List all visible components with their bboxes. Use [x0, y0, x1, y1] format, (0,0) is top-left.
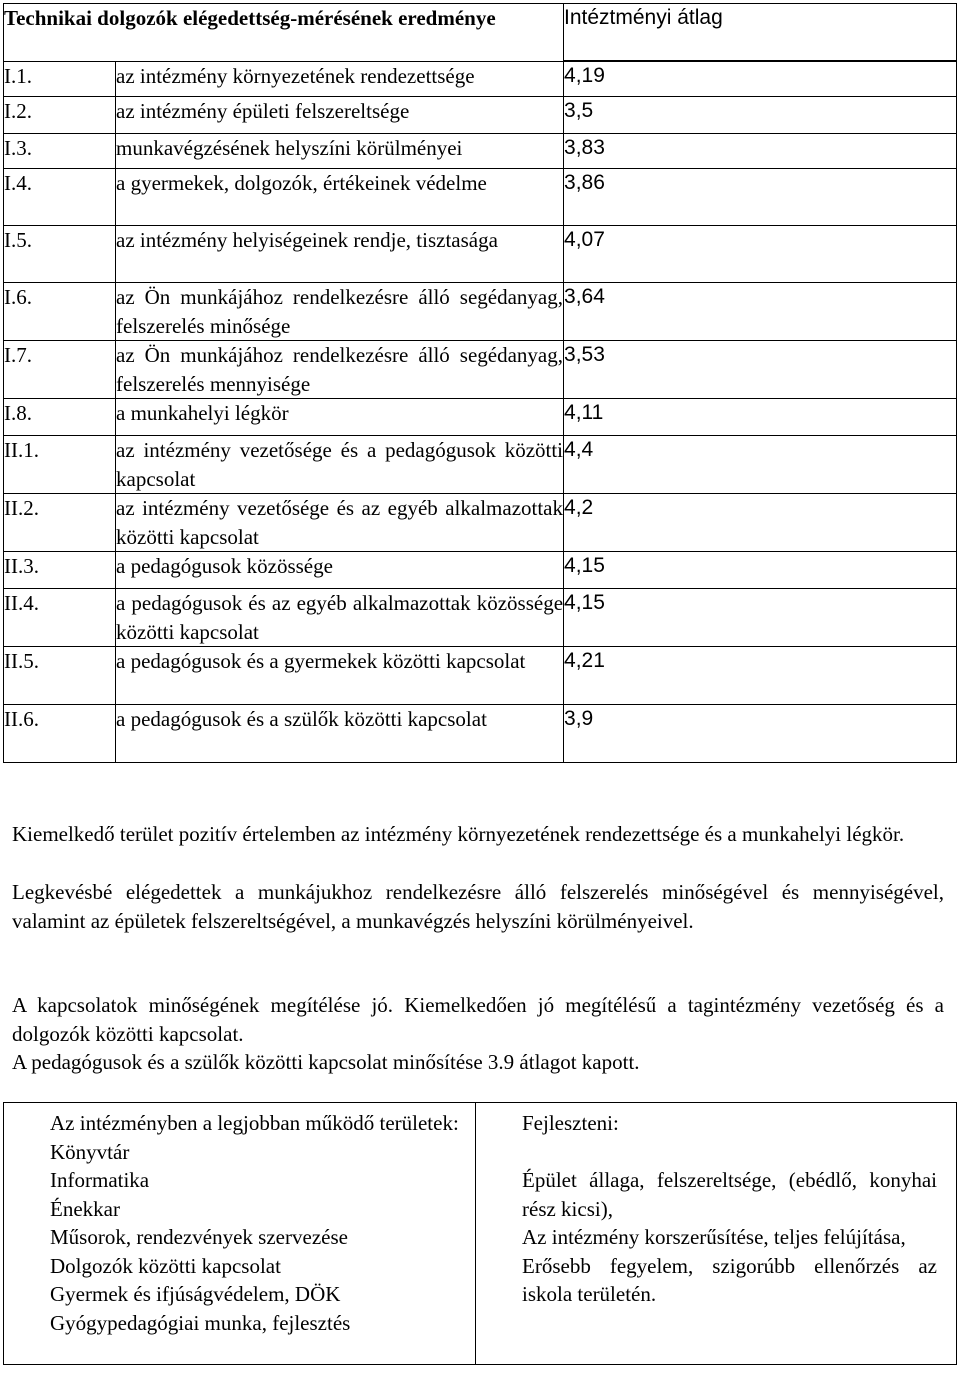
row-value: 3,86: [564, 169, 957, 226]
table-row: [4, 134, 957, 169]
row-label: a munkahelyi légkör: [116, 399, 564, 436]
best-areas-column: [4, 1103, 476, 1365]
best-area-item: Énekkar: [50, 1196, 120, 1221]
table-row: [4, 589, 957, 647]
row-value: 3,9: [564, 705, 957, 763]
paragraph-highlight: [12, 820, 944, 849]
row-value: 4,07: [564, 226, 957, 283]
row-label: az intézmény helyiségeinek rendje, tisztasága: [116, 226, 564, 283]
best-areas-list: [50, 1138, 465, 1338]
row-code: I.2.: [4, 97, 116, 134]
row-label: a pedagógusok és a gyermekek közötti kapcsolat: [116, 647, 564, 705]
row-value: 4,4: [564, 436, 957, 494]
row-code: II.1.: [4, 436, 116, 494]
best-area-item: Informatika: [50, 1168, 150, 1192]
row-label: munkavégzésének helyszíni körülményei: [116, 134, 564, 169]
to-develop-title: Fejleszteni:: [522, 1111, 619, 1135]
paragraph-text: A kapcsolatok minőségének megítélése jó. Kiemelkedően jó megítélésű a tagintézmény vezetőség és a dolgozók közötti kapcsolat.: [12, 993, 944, 1046]
table-row: [4, 226, 957, 283]
row-code: I.4.: [4, 169, 116, 226]
row-value: 4,11: [564, 399, 957, 436]
row-value: 3,83: [564, 134, 957, 169]
row-value: 3,53: [564, 341, 957, 399]
best-area-item: Gyermek és ifjúságvédelem, DÖK: [50, 1282, 341, 1306]
table-row: [4, 552, 957, 589]
best-areas-title: Az intézményben a legjobban működő területek:: [50, 1111, 459, 1135]
row-label: a gyermekek, dolgozók, értékeinek védelme: [116, 169, 564, 226]
row-value: 3,64: [564, 283, 957, 341]
row-label: az intézmény épületi felszereltsége: [116, 97, 564, 134]
row-label: az Ön munkájához rendelkezésre álló segédanyag, felszerelés mennyisége: [116, 341, 564, 399]
row-code: I.7.: [4, 341, 116, 399]
table-row: [4, 341, 957, 399]
row-value: 4,15: [564, 589, 957, 647]
table-row: [4, 705, 957, 763]
paragraph-text: Kiemelkedő terület pozitív értelemben az intézmény környezetének rendezettsége és a munkahelyi légkör.: [12, 822, 905, 846]
row-code: I.5.: [4, 226, 116, 283]
summary-box: [3, 1102, 957, 1365]
to-develop-item: Az intézmény korszerűsítése, teljes felújítása,: [522, 1225, 906, 1249]
table-row: [4, 494, 957, 552]
row-value: 4,2: [564, 494, 957, 552]
row-code: II.4.: [4, 589, 116, 647]
to-develop-list: [522, 1166, 937, 1309]
row-label: az intézmény környezetének rendezettsége: [116, 62, 564, 97]
row-label: az intézmény vezetősége és az egyéb alkalmazottak közötti kapcsolat: [116, 494, 564, 552]
paragraph-text: Legkevésbé elégedettek a munkájukhoz rendelkezésre álló felszerelés minőségével és mennyiségével, valamint az épületek felszereltségével, a munkavégzés helyszíni körülményeivel.: [12, 880, 944, 933]
table-row: [4, 436, 957, 494]
row-value: 3,5: [564, 97, 957, 134]
best-area-item: Műsorok, rendezvények szervezése: [50, 1225, 348, 1249]
table-row: [4, 399, 957, 436]
row-label: a pedagógusok és az egyéb alkalmazottak közössége közötti kapcsolat: [116, 589, 564, 647]
table-row: [4, 283, 957, 341]
best-area-item: Könyvtár: [50, 1139, 130, 1164]
row-label: az Ön munkájához rendelkezésre álló segédanyag, felszerelés minősége: [116, 283, 564, 341]
row-code: I.8.: [4, 399, 116, 436]
to-develop-column: [476, 1103, 957, 1365]
row-value: 4,21: [564, 647, 957, 705]
to-develop-item: Épület állaga, felszereltsége, (ebédlő, konyhai rész kicsi),: [522, 1168, 937, 1221]
table-row: [4, 169, 957, 226]
to-develop-item: Erősebb fegyelem, szigorúbb ellenőrzés az iskola területén.: [522, 1253, 937, 1306]
paragraph-least-satisfied: [12, 878, 944, 935]
paragraph-text: A pedagógusok és a szülők közötti kapcsolat minősítése 3.9 átlagot kapott.: [12, 1050, 640, 1074]
row-code: II.2.: [4, 494, 116, 552]
row-code: I.1.: [4, 62, 116, 97]
table-row: [4, 647, 957, 705]
row-code: II.5.: [4, 647, 116, 705]
row-label: a pedagógusok és a szülők közötti kapcsolat: [116, 705, 564, 763]
row-code: I.3.: [4, 134, 116, 169]
row-code: I.6.: [4, 283, 116, 341]
row-label: az intézmény vezetősége és a pedagógusok közötti kapcsolat: [116, 436, 564, 494]
results-table: [3, 3, 957, 763]
average-column-header: Intéztményi átlag: [564, 4, 957, 61]
table-row: [4, 97, 957, 134]
row-value: 4,19: [564, 62, 957, 97]
table-header-row: [4, 4, 957, 61]
table-title: Technikai dolgozók elégedettség-mérésének eredménye: [4, 4, 564, 62]
table-row: [4, 62, 957, 97]
row-code: II.6.: [4, 705, 116, 763]
best-area-item: Gyógypedagógiai munka, fejlesztés: [50, 1310, 351, 1335]
row-label: a pedagógusok közössége: [116, 552, 564, 589]
best-area-item: Dolgozók közötti kapcsolat: [50, 1253, 281, 1278]
row-code: II.3.: [4, 552, 116, 589]
paragraph-relations: [12, 991, 944, 1077]
row-value: 4,15: [564, 552, 957, 589]
